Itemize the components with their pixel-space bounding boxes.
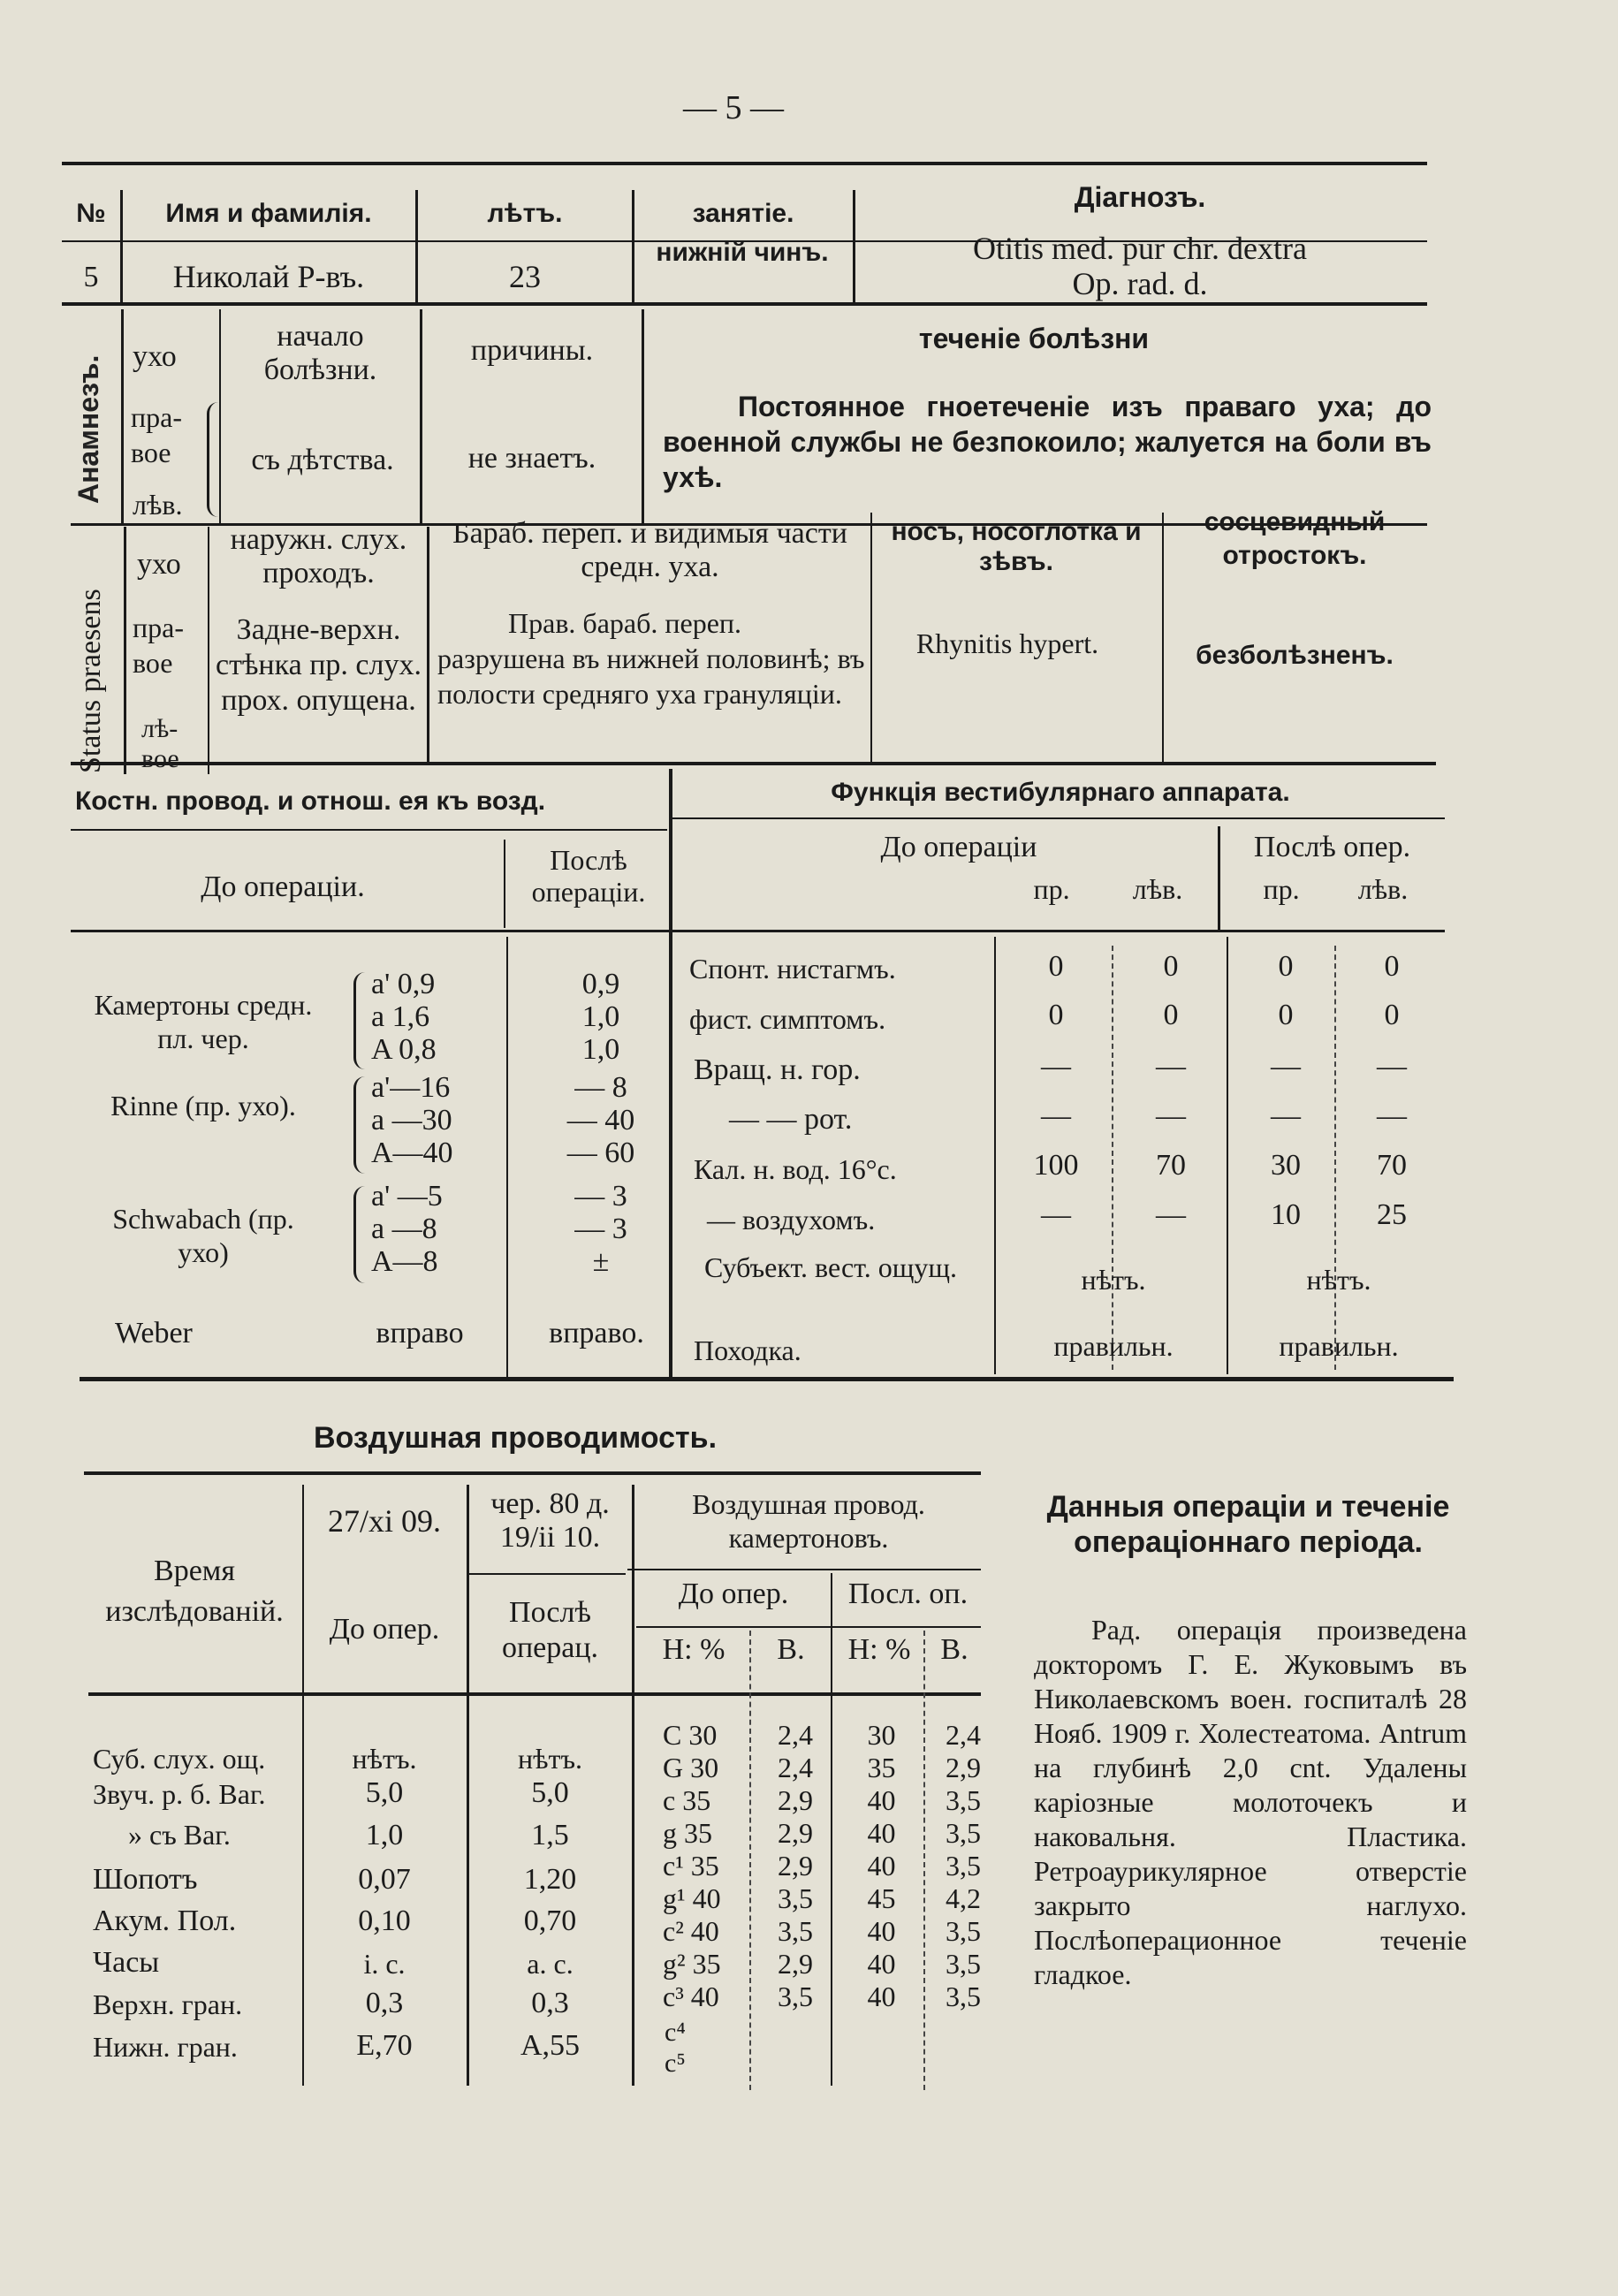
vest-value: 25 (1377, 1198, 1407, 1231)
air-value-after: 5,0 (531, 1776, 569, 1809)
fork-value: 3,5 (778, 1915, 813, 1947)
vest-value: — (1377, 1050, 1407, 1083)
operation-text: Рад. операція произведена докторомъ Г. Е. Жуковымъ въ Николаевскомъ воен. госпиталѣ 28 Нояб. 1909 г. Холестеатома. Antrum на глубинѣ 2,0 cnt. Удалены каріозные молоточекъ и наковальня. Пластика. Ретроаурикулярное отверстіе закрыто наглухо. Послѣоперационное теченіе гладкое. (1034, 1614, 1467, 1990)
fork-value: 2,9 (778, 1948, 813, 1980)
mastoid-value: безболѣзненъ. (1196, 641, 1394, 670)
bone-value-before: A 0,8 (371, 1033, 437, 1066)
air-title: Воздушная проводимость. (314, 1421, 718, 1455)
diagnosis-line2: Op. rad. d. (1072, 266, 1208, 301)
fork-value: 2,9 (778, 1850, 813, 1882)
patient-occupation: нижній чинъ. (656, 238, 829, 267)
vest-value: — (1377, 1099, 1407, 1132)
course-header: теченіе болѣзни (918, 323, 1150, 354)
air-row-label: Звуч. р. б. Ваг. (93, 1778, 266, 1810)
patient-name: Николай Р-въ. (172, 259, 365, 294)
fork-value: 40 (867, 1784, 896, 1816)
fork-value: 40 (867, 1915, 896, 1947)
vest-value: — (1041, 1050, 1071, 1083)
header-age: лѣтъ. (487, 199, 563, 228)
vest-value: — (1156, 1198, 1186, 1231)
bone-value-after: ± (592, 1245, 610, 1278)
bone-value-before: a'—16 (371, 1071, 451, 1104)
canal-header: наружн. слух. проходъ. (230, 523, 407, 589)
header-occupation: занятіе. (692, 199, 794, 228)
vest-value: 70 (1377, 1149, 1407, 1182)
vest-value: 0 (1384, 950, 1400, 983)
anamnesis-right: пра-вое (131, 401, 182, 468)
air-value-before: 0,10 (358, 1904, 411, 1937)
weber-before: вправо (376, 1317, 464, 1349)
fork-value: 3,5 (946, 1850, 981, 1882)
vest-value: — (1271, 1050, 1301, 1083)
bone-value-after: — 40 (566, 1104, 635, 1137)
fork-b: B. (940, 1633, 969, 1666)
fork-name: c 35 (663, 1784, 711, 1816)
bone-value-before: a 1,6 (371, 1000, 430, 1033)
air-value-before: 1,0 (365, 1819, 404, 1851)
air-row-label: Акум. Пол. (93, 1904, 237, 1937)
air-value-after: a. c. (527, 1948, 574, 1980)
bone-value-before: a' 0,9 (371, 968, 436, 1000)
air-value-after: A,55 (520, 2029, 581, 2062)
diagnosis-line1: Otitis med. pur chr. dextra (973, 231, 1307, 266)
air-row-label: Нижн. гран. (93, 2031, 238, 2063)
vest-row-label: Кал. н. вод. 16°с. (694, 1153, 897, 1185)
air-value-before: 0,3 (365, 1987, 404, 2019)
vest-value: 30 (1271, 1149, 1301, 1182)
vest-value: 0 (1278, 950, 1294, 983)
bone-value-after: — 3 (574, 1213, 627, 1245)
vest-value: 70 (1156, 1149, 1186, 1182)
air-after-header: Послѣ операц. (501, 1596, 599, 1664)
header-diagnosis: Діагнозъ. (1074, 181, 1206, 213)
bone-group-label: Камертоны средн. пл. чер. (94, 989, 313, 1054)
air-value-after: 1,20 (523, 1863, 577, 1896)
status-right: пра-вое (133, 612, 184, 679)
air-row-label: Верхн. гран. (93, 1988, 243, 2020)
bone-value-after: 1,0 (581, 1000, 620, 1033)
vest-row-label: — — рот. (729, 1103, 853, 1136)
vest-value: 10 (1271, 1198, 1301, 1231)
fork-value: 2,4 (946, 1719, 981, 1751)
status-label: Status praesens (74, 589, 107, 773)
vest-value: 0 (1163, 950, 1179, 983)
fork-value: 45 (867, 1882, 896, 1914)
operation-title: Данныя операціи и теченіе операціоннаго періода. (1046, 1490, 1450, 1559)
bone-value-after: — 3 (574, 1180, 627, 1213)
fork-name: C 30 (663, 1719, 718, 1751)
mastoid-header: сосцевидный отростокъ. (1204, 507, 1386, 570)
gait-after: правильн. (1279, 1330, 1399, 1362)
anamnesis-left: лѣв. (133, 489, 183, 521)
fork-header: Воздушная провод. камертоновъ. (692, 1488, 925, 1554)
fork-h-pct: H: % (662, 1633, 725, 1666)
bone-value-after: 1,0 (581, 1033, 620, 1066)
air-value-before: нѣтъ. (352, 1743, 417, 1775)
anamnesis-label: Анамнезъ. (72, 354, 104, 504)
vest-left-label: лѣв. (1132, 873, 1183, 905)
vest-value: — (1041, 1099, 1071, 1132)
vest-value: 0 (1384, 999, 1400, 1031)
bone-value-before: A—40 (371, 1137, 453, 1169)
vestibular-after: Послѣ опер. (1253, 831, 1411, 863)
air-row-label: Часы (93, 1946, 160, 1979)
canal-value: Задне-верхн. стѣнка пр. слух. прох. опущена. (216, 613, 422, 717)
vestibular-title: Функція вестибулярнаго аппарата. (831, 778, 1290, 807)
fork-name: c⁵ (665, 2049, 686, 2078)
vest-value: — (1271, 1099, 1301, 1132)
fork-after: Посл. оп. (847, 1578, 969, 1610)
vestibular-before: До операціи (880, 831, 1037, 863)
vest-value: 0 (1278, 999, 1294, 1031)
fork-value: 40 (867, 1948, 896, 1980)
fork-value: 3,5 (946, 1948, 981, 1980)
subjective-after: нѣтъ. (1306, 1264, 1371, 1296)
fork-value: 2,9 (946, 1752, 981, 1783)
fork-value: 30 (867, 1719, 896, 1751)
fork-value: 40 (867, 1980, 896, 2012)
fork-name: g¹ 40 (663, 1882, 721, 1914)
fork-h-pct: H: % (847, 1633, 911, 1666)
subjective-before: нѣтъ. (1081, 1264, 1146, 1296)
fork-name: g 35 (663, 1817, 712, 1849)
fork-b: B. (777, 1633, 805, 1666)
vest-value: — (1156, 1099, 1186, 1132)
nose-value: Rhynitis hypert. (915, 627, 1099, 659)
air-row-label: » съ Ваг. (128, 1819, 231, 1851)
fork-value: 2,9 (778, 1784, 813, 1816)
fork-value: 3,5 (946, 1980, 981, 2012)
bone-value-before: a —30 (371, 1104, 452, 1137)
bone-title: Костн. провод. и отнош. ея къ возд. (75, 787, 546, 816)
fork-value: 2,4 (778, 1719, 813, 1751)
status-ear: ухо (137, 548, 181, 581)
vest-row-label: фист. симптомъ. (689, 1003, 886, 1035)
vest-value: 0 (1048, 999, 1064, 1031)
time-header: Время изслѣдованій. (105, 1555, 284, 1628)
date-first: 27/xi 09. (327, 1503, 441, 1539)
weber-label: Weber (115, 1317, 193, 1349)
vest-left-label: лѣв. (1357, 873, 1409, 905)
air-value-after: нѣтъ. (517, 1743, 583, 1775)
vest-row-label: — воздухомъ. (707, 1204, 876, 1235)
fork-value: 3,5 (946, 1915, 981, 1947)
bone-value-after: — 8 (574, 1071, 627, 1104)
vest-row-label: Вращ. н. гор. (694, 1053, 861, 1086)
air-value-before: E,70 (356, 2029, 413, 2062)
status-left: лѣ-вое (141, 714, 179, 773)
onset-header: начало болѣзни. (263, 320, 377, 386)
vest-row-label: Спонт. нистагмъ. (689, 953, 896, 985)
bone-value-after: — 60 (566, 1137, 635, 1169)
fork-value: 2,9 (778, 1817, 813, 1849)
vest-value: 100 (1033, 1149, 1079, 1182)
air-value-before: i. c. (363, 1948, 406, 1980)
vest-right-label: пр. (1263, 873, 1300, 905)
bone-value-after: 0,9 (581, 968, 620, 1000)
cause-value: не знаетъ. (467, 442, 596, 475)
onset-value: съ дѣтства. (251, 444, 394, 476)
course-value: Постоянное гноетеченіе изъ праваго уха; до военной службы не безпокоило; жалуется на боли въ ухѣ. (663, 391, 1432, 493)
fork-value: 2,4 (778, 1752, 813, 1783)
fork-name: g² 35 (663, 1948, 721, 1980)
cause-header: причины. (470, 334, 594, 367)
tympanum-value: Прав. бараб. переп. разрушена въ нижней половинѣ; въ полости средняго уха грануляціи. (437, 607, 865, 710)
air-value-before: 0,07 (358, 1863, 411, 1896)
gait-label: Походка. (694, 1334, 801, 1366)
fork-value: 3,5 (778, 1882, 813, 1914)
air-row-label: Суб. слух. ощ. (93, 1743, 266, 1775)
vest-value: — (1041, 1198, 1071, 1231)
air-row-label: Шопотъ (93, 1863, 198, 1896)
bone-group-label: Schwabach (пр. ухо) (112, 1203, 294, 1268)
bone-value-before: a' —5 (371, 1180, 443, 1213)
air-value-after: 0,70 (523, 1904, 577, 1937)
anamnesis-ear: ухо (133, 340, 177, 373)
fork-name: c⁴ (665, 2018, 686, 2047)
fork-before: До опер. (678, 1578, 789, 1610)
bone-after-header: Послѣ операціи. (531, 844, 646, 908)
bone-before-header: До операціи. (201, 871, 365, 903)
fork-name: c³ 40 (663, 1980, 719, 2012)
fork-value: 3,5 (778, 1980, 813, 2012)
header-number: № (76, 199, 106, 228)
weber-after: вправо. (549, 1317, 644, 1349)
air-before-header: До опер. (329, 1613, 440, 1646)
nose-header: носъ, носоглотка и зѣвъ. (891, 517, 1142, 576)
patient-age: 23 (509, 259, 541, 294)
vest-value: 0 (1163, 999, 1179, 1031)
header-name: Имя и фамилія. (165, 199, 372, 228)
bone-group-label: Rinne (пр. ухо). (110, 1090, 296, 1121)
fork-name: c¹ 35 (663, 1850, 719, 1882)
patient-number: 5 (83, 261, 99, 293)
fork-value: 35 (867, 1752, 896, 1783)
tympanum-header: Бараб. переп. и видимыя части средн. уха. (452, 517, 847, 583)
vest-value: 0 (1048, 950, 1064, 983)
air-value-after: 1,5 (531, 1819, 569, 1851)
fork-value: 3,5 (946, 1817, 981, 1849)
fork-value: 40 (867, 1850, 896, 1882)
fork-value: 4,2 (946, 1882, 981, 1914)
subjective-label: Субъект. вест. ощущ. (703, 1251, 958, 1283)
fork-value: 40 (867, 1817, 896, 1849)
date-second: чер. 80 д. 19/ii 10. (490, 1487, 610, 1554)
fork-name: c² 40 (663, 1915, 719, 1947)
page-number: — 5 — (683, 89, 784, 126)
air-value-after: 0,3 (531, 1987, 569, 2019)
bone-value-before: a —8 (371, 1213, 437, 1245)
vest-right-label: пр. (1033, 873, 1070, 905)
bone-value-before: A—8 (371, 1245, 438, 1278)
vest-value: — (1156, 1050, 1186, 1083)
fork-value: 3,5 (946, 1784, 981, 1816)
fork-name: G 30 (663, 1752, 719, 1783)
air-value-before: 5,0 (365, 1776, 404, 1809)
gait-before: правильн. (1053, 1330, 1174, 1362)
